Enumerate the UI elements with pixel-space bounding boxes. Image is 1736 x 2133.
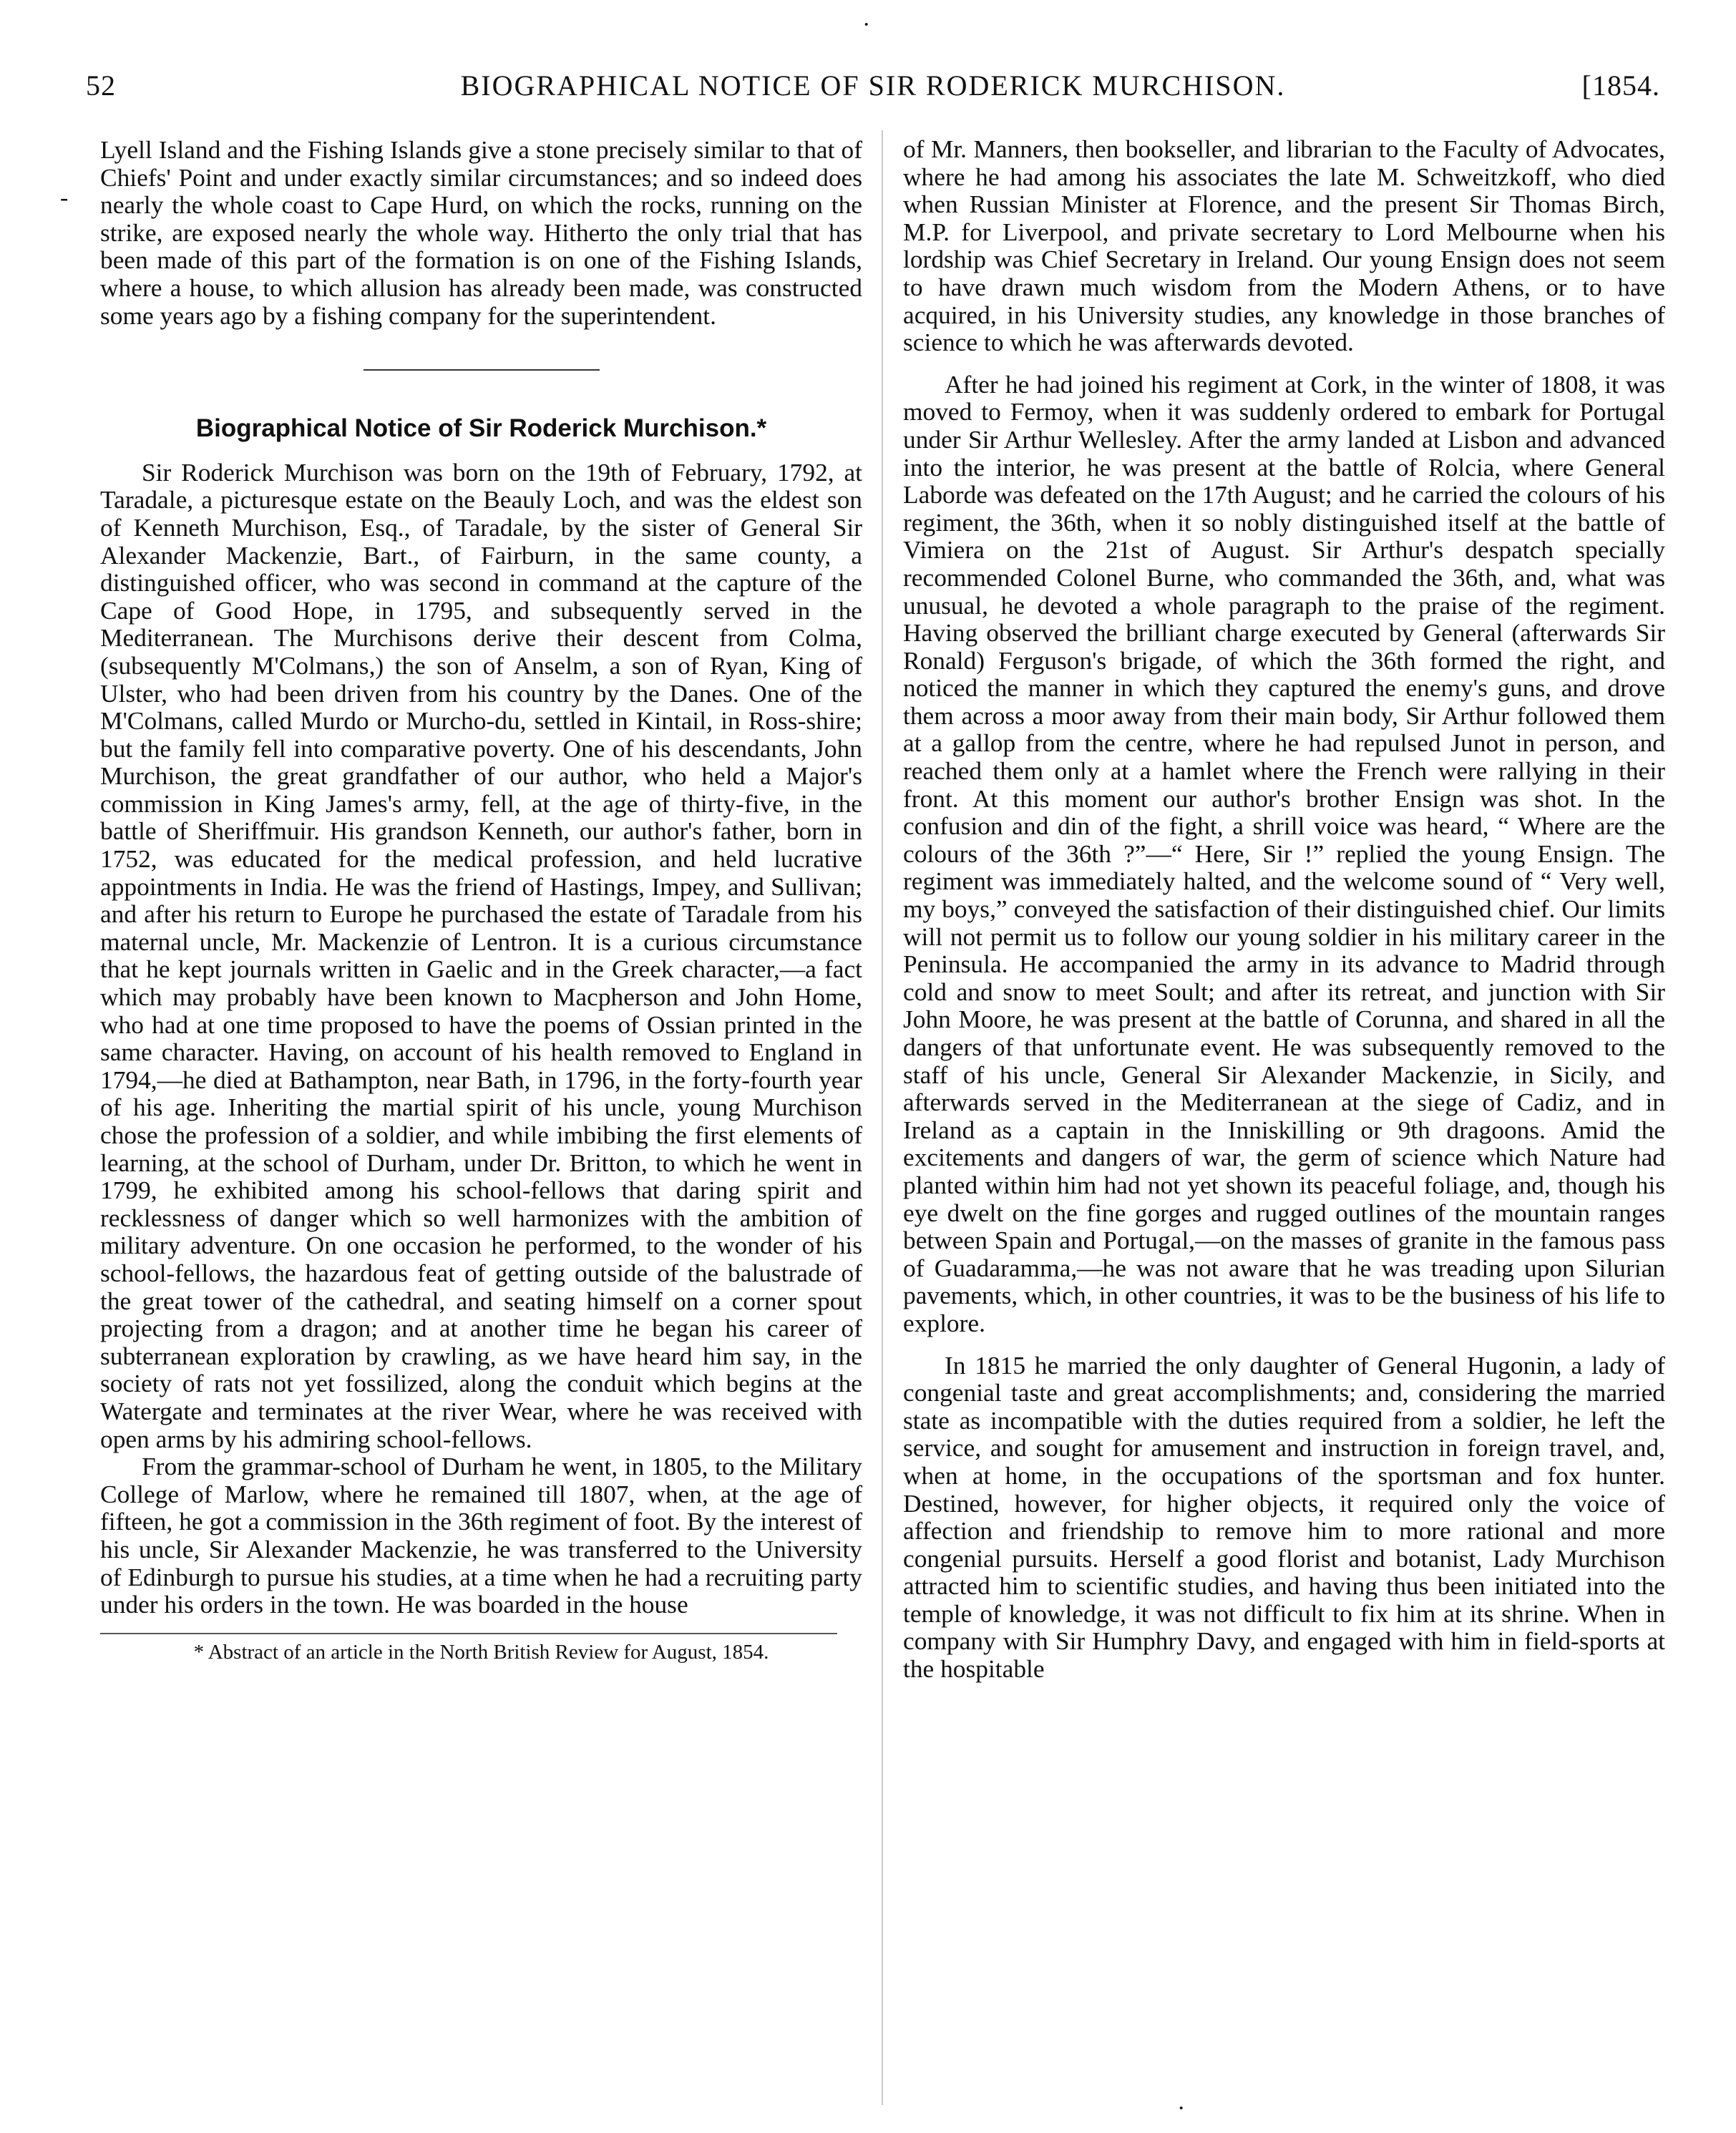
article-paragraph: From the grammar-school of Durham he went, in 1805, to the Military College of Marlow, where he remained till 1807, when, at the age of fifteen, he got a commission in the 36th regiment of foot. By the interest of his uncle, Sir Alexander Mackenzie, he was transferred to the University of Edinburgh to pursue his studies, at a time when he had a recruiting party under his orders in the town. He was boarded in the house <box>100 1452 862 1619</box>
running-header <box>86 69 1660 112</box>
article-paragraph: Sir Roderick Murchison was born on the 19th of February, 1792, at Taradale, a picturesque estate on the Beauly Loch, and was the eldest son of Kenneth Murchison, Esq., of Taradale, by the sister of General Sir Alexander Mackenzie, Bart., of Fairburn, in the same county, a distinguished officer, who was second in command at the capture of the Cape of Good Hope, in 1795, and subsequently served in the Mediterranean. The Murchisons derive their descent from Colma, (subsequently M'Colmans,) the son of Anselm, a son of Ryan, King of Ulster, who had been driven from his country by the Danes. One of the M'Colmans, called Murdo or Murcho-du, settled in Kintail, in Ross-shire; but the family fell into comparative poverty. One of his descendants, John Murchison, the great grandfather of our author, who held a Major's commission in King James's army, fell, at the age of thirty-five, in the battle of Sheriffmuir. His grandson Kenneth, our author's father, born in 1752, was educated for the medical profession, and held lucrative appointments in India. He was the friend of Hastings, Impey, and Sullivan; and after his return to Europe he purchased the estate of Taradale from his maternal uncle, Mr. Mackenzie of Lentron. It is a curious circumstance that he kept journals written in Gaelic and in the Greek character,—a fact which may probably have been known to Macpherson and John Home, who had at one time proposed to have the poems of Ossian printed in the same character. Having, on account of his health removed to England in 1794,—he died at Bathampton, near Bath, in 1796, in the forty-fourth year of his age. Inheriting the martial spirit of his uncle, young Murchison chose the profession of a soldier, and while imbibing the first elements of learning, at the school of Durham, under Dr. Britton, to which he went in 1799, he exhibited among his school-fellows that daring spirit and recklessness of danger which so well harmonizes with the ambition of military adventure. On one occasion he performed, to the wonder of his school-fellows, the hazardous feat of getting outside of the balustrade of the great tower of the cathedral, and seating himself on a corner spout projecting from a dragon; and at another time he began his career of subterranean exploration by crawling, as we have heard him say, in the society of rats not yet fossilized, along the conduit which begins at the Watergate and terminates at the river Wear, where he was received with open arms by his admiring school-fellows. <box>100 457 862 1453</box>
speck-mark: · <box>1177 2095 1186 2122</box>
section-separator <box>364 369 600 371</box>
article-paragraph: After he had joined his regiment at Cork, in the winter of 1808, it was moved to Fermoy, when it was suddenly ordered to embark for Portugal under Sir Arthur Wellesley. After the army landed at Lisbon and advanced into the interior, he was present at the battle of Rolcia, where General Laborde was defeated on the 17th August; and he carried the colours of his regiment, the 36th, when it so nobly distinguished itself at the battle of Vimiera on the 21st of August. Sir Arthur's despatch specially recommended Colonel Burne, who commanded the 36th, and, what was unusual, he devoted a whole paragraph to the praise of the regiment. Having observed the brilliant charge executed by General (afterwards Sir Ronald) Ferguson's brigade, of which the 36th formed the right, and noticed the manner in which they captured the enemy's guns, and drove them across a moor away from their main body, Sir Arthur followed them at a gallop from the centre, where he had repulsed Junot in person, and reached them only at a hamlet where the French were rallying in their front. At this moment our author's brother Ensign was shot. In the confusion and din of the fight, a shrill voice was heard, “ Where are the colours of the 36th ?”—“ Here, Sir !” replied the young Ensign. The regiment was immediately halted, and the welcome sound of “ Very well, my boys,” conveyed the satisfaction of their distinguished chief. Our limits will not permit us to follow our young soldier in his military career in the Peninsula. He accompanied the army in its advance to Madrid through cold and snow to meet Soult; and after its retreat, and junction with Sir John Moore, he was present at the battle of Corunna, and shared in all the dangers of that unfortunate event. He was subsequently removed to the staff of his uncle, General Sir Alexander Mackenzie, in Sicily, and afterwards served in the Mediterranean at the siege of Cadiz, and in Ireland as a captain in the Inniskilling or 9th dragoons. Amid the excitements and dangers of war, the germ of science which Nature had planted within him had not yet shown its peaceful foliage, and, though his eye dwelt on the fine gorges and rugged outlines of the mountain ranges between Spain and Portugal,—on the masses of granite in the famous pass of Guadaramma,—he was not aware that he was treading upon Silurian pavements, which, in other countries, it was to be the business of his life to explore. <box>903 369 1665 1337</box>
right-column <box>903 135 1665 1683</box>
speck-mark: - <box>60 185 69 211</box>
column-rule <box>882 130 883 2105</box>
footnote-rule <box>100 1633 837 1634</box>
article-paragraph: of Mr. Manners, then bookseller, and librarian to the Faculty of Advocates, where he had among his associates the late M. Schweitzkoff, who died when Russian Minister at Florence, and the present Sir Thomas Birch, M.P. for Liverpool, and private secretary to Lord Melbourne when his lordship was Chief Secretary in Ireland. Our young Ensign does not seem to have drawn much wisdom from the Modern Athens, or to have acquired, in his University studies, any knowledge in those branches of science to which he was afterwards devoted. <box>903 135 1665 357</box>
page-number: 52 <box>86 69 116 102</box>
article-paragraph: In 1815 he married the only daughter of General Hugonin, a lady of congenial taste and great accomplishments; and, considering the married state as incompatible with the duties required from a soldier, he left the service, and sought for amusement and instruction in foreign travel, and, when at home, in the occupations of the sportsman and fox hunter. Destined, however, for higher objects, it required only the voice of affection and friendship to remove him to more rational and more congenial pursuits. Herself a good florist and botanist, Lady Murchison attracted him to scientific studies, and having thus been initiated into the temple of knowledge, it was not difficult to fix him at its shrine. When in company with Sir Humphry Davy, and engaged with him in field-sports at the hospitable <box>903 1350 1665 1684</box>
left-column <box>100 136 862 1664</box>
article-title: Biographical Notice of Sir Roderick Murchison.* <box>195 414 767 443</box>
header-year: [1854. <box>1581 69 1660 102</box>
speck-mark: · <box>862 11 871 38</box>
running-title: BIOGRAPHICAL NOTICE OF SIR RODERICK MURCHISON. <box>460 69 1286 102</box>
continuation-paragraph: Lyell Island and the Fishing Islands give a stone precisely similar to that of Chiefs' Point and under exactly similar circumstances; and so indeed does nearly the whole coast to Cape Hurd, on which the rocks, running on the strike, are exposed nearly the whole way. Hitherto the only trial that has been made of this part of the formation is on one of the Fishing Islands, where a house, to which allusion has already been made, was constructed some years ago by a fishing company for the superintendent. <box>100 135 862 330</box>
footnote: * Abstract of an article in the North British Review for August, 1854. <box>193 1640 769 1664</box>
